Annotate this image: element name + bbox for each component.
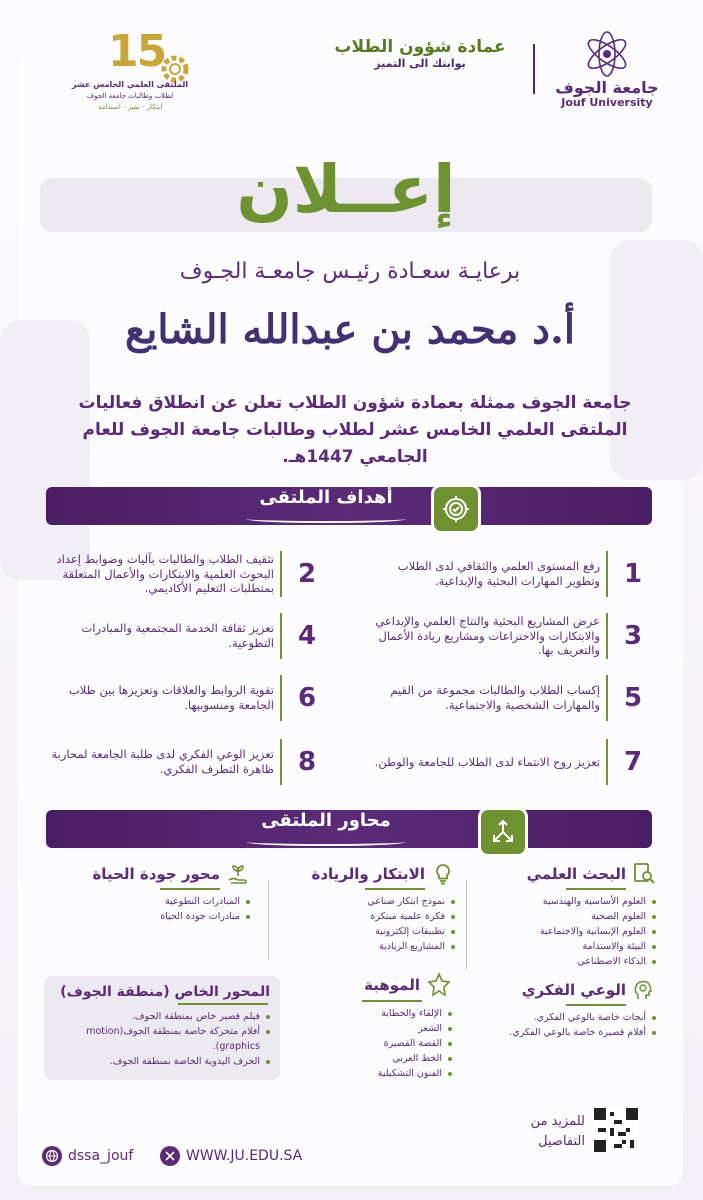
deanship-name: عمادة شؤون الطلاب [334,37,506,57]
goal-separator [606,551,608,597]
goals-badge [431,484,481,534]
footer-handle[interactable] [42,1146,133,1166]
president-name: أ.د محمد بن عبدالله الشايع [124,306,576,353]
axis-underline [365,888,425,890]
list-item: فكرة علمية مبتكرة [275,909,455,924]
axis-talent [292,972,452,1081]
axis-items [60,894,250,924]
list-item: مبادرات جودة الحياة [60,909,250,924]
goal-item [40,733,326,791]
goal-separator [280,675,282,721]
goal-item [40,669,326,727]
goal-item [368,669,652,727]
axis-special [44,976,280,1080]
goal-text: تعزيز الوعي الفكري لدى طلبة الجامعة لمحاربة ظاهرة التطرف الفكري. [51,747,274,776]
branches-icon [489,818,517,846]
axis-quality [60,862,250,924]
list-item: المشاريع الريادية [275,939,455,954]
talent-star-icon [426,972,452,998]
axes-section-bar [46,810,652,848]
intro-text: جامعة الجوف ممثلة بعمادة شؤون الطلاب تعلن عن انطلاق فعاليات الملتقى العلمي الخامس عشر لطلاب وطالبات جامعة الجوف للعام الجامعي 1447هـ. [78,393,632,468]
forum-15-logo [70,26,190,120]
goal-item [368,607,652,665]
atom-icon [582,30,632,78]
axis-items [476,894,656,969]
goal-separator [606,613,608,659]
qr-code[interactable] [594,1108,638,1152]
axis-items [476,1010,656,1040]
list-item: الذكاء الاصطناعي [476,954,656,969]
list-item: البيئة والاستدامة [476,939,656,954]
qr-code-icon [594,1108,638,1152]
goal-text: رفع المستوى العلمي والثقافي لدى الطلاب وتطوير المهارات البحثية والإبداعية. [397,559,600,588]
axis-underline [160,888,220,890]
goals-section-bar [46,487,652,525]
axis-awareness [476,978,656,1040]
axis-items [275,894,455,954]
axis-underline [178,1003,268,1005]
goal-item [368,733,652,791]
list-item: أفلام قصيرة خاصة بالوعي الفكري. [476,1025,656,1040]
axis-items [292,1006,452,1081]
axis-title: الوعي الفكري [521,981,626,999]
goal-item [40,545,326,603]
deanship-logo [330,38,510,98]
forum-number: 15 [108,26,166,77]
title-underline [246,838,406,846]
website-text: WWW.JU.EDU.SA [186,1148,303,1164]
axes-badge [478,807,528,857]
goal-text: تقوية الروابط والعلاقات وتعزيزها بين طلاب الجامعة ومنسوبيها. [68,683,274,712]
column-divider [466,880,467,970]
list-item: الإلقاء والخطابة [292,1006,452,1021]
goal-number: 3 [623,621,643,651]
goal-number: 7 [623,747,643,777]
header-divider [533,44,535,94]
goal-separator [606,739,608,785]
list-item: فيلم قصير خاص بمنطقة الجوف. [50,1009,270,1024]
goal-number: 4 [297,621,317,651]
goal-number: 1 [623,559,643,589]
goal-item [368,545,652,603]
goal-text: عرض المشاريع البحثية والنتاج العلمي والإبداعي والابتكارات والاختراعات ومشاريع ريادة الأعمال والتعريف بها. [375,613,600,658]
list-item: المبادرات التطوعية [60,894,250,909]
globe-icon [42,1146,62,1166]
axis-underline [362,1000,422,1002]
list-item: الخط العربي [292,1051,452,1066]
footer-website[interactable] [160,1146,302,1166]
axis-innovation [275,862,455,954]
patron-line: برعايـة سعـادة رئيـس جامعـة الجـوف [179,259,521,284]
more-info-text: للمزيد من التفاصيل [530,1114,585,1149]
forum-logo-line2: لطلاب وطالبات جامعة الجوف [86,92,174,100]
goal-number: 2 [297,559,317,589]
goal-separator [280,613,282,659]
research-icon [632,862,656,886]
lightbulb-icon [431,862,455,886]
goal-text: إكساب الطلاب والطالبات مجموعة من القيم والمهارات الشخصية والاجتماعية. [390,683,600,712]
goal-separator [280,739,282,785]
goal-item [40,607,326,665]
goal-number: 6 [297,683,317,713]
forum-logo-line3: ابتكار - تميز - استدامة [97,103,163,111]
axis-title: الابتكار والريادة [311,865,425,883]
axis-items [44,1009,280,1069]
x-logo-icon [160,1146,180,1166]
list-item: العلوم الصحية [476,909,656,924]
university-logo [552,30,662,120]
list-item: الفنون التشكيلية [292,1066,452,1081]
axis-title: المحور الخاص (منطقة الجوف) [60,984,270,1000]
plant-hand-icon [226,862,250,886]
list-item: الحرف اليدوية الخاصة بمنطقة الجوف. [50,1054,270,1069]
list-item: العلوم الإنسانية والاجتماعية [476,924,656,939]
goal-separator [280,551,282,597]
brain-head-icon [632,978,656,1002]
goal-text: تثقيف الطلاب والطالبات بآليات وضوابط إعداد البحوث العلمية والابتكارات والأعمال المتعلقة بمتطلبات التعليم الأكاديمي. [56,551,274,596]
goal-text: تعزيز ثقافة الخدمة المجتمعية والمبادرات التطوعية. [81,621,274,650]
axis-scientific [476,862,656,969]
goal-separator [606,675,608,721]
axis-title: البحث العلمي [526,865,626,883]
goal-number: 5 [623,683,643,713]
handle-text: dssa_jouf [68,1148,134,1164]
target-icon [442,495,470,523]
axes-section-title: محاور الملتقى [261,810,391,831]
goals-section-title: أهداف الملتقى [259,487,393,508]
column-divider [268,880,269,960]
goal-number: 8 [297,747,317,777]
axis-underline [566,1004,626,1006]
axis-title: محور جودة الحياة [92,865,220,883]
list-item: العلوم الأساسية والهندسية [476,894,656,909]
list-item: أبحاث خاصة بالوعي الفكري. [476,1010,656,1025]
university-name-en: Jouf University [561,96,653,109]
axis-underline [566,888,626,890]
goal-text: تعزيز روح الانتماء لدى الطلاب للجامعة والوطن. [374,754,600,769]
university-name-ar: جامعة الجوف [555,78,659,97]
forum-logo-line1: الملتقى العلمي الخامس عشر [71,80,189,89]
list-item: أفلام متحركة خاصة بمنطقة الجوف(motion graphics). [50,1024,270,1054]
title-underline [246,515,406,523]
axis-title: الموهبة [364,976,420,994]
list-item: تطبيقات إلكترونية [275,924,455,939]
deanship-slogan: بوابتك الى التميز [374,56,466,70]
list-item: القصة القصيرة [292,1036,452,1051]
list-item: الشعر [292,1021,452,1036]
announcement-title: إعــلان [236,151,456,228]
list-item: نموذج ابتكار صناعي [275,894,455,909]
